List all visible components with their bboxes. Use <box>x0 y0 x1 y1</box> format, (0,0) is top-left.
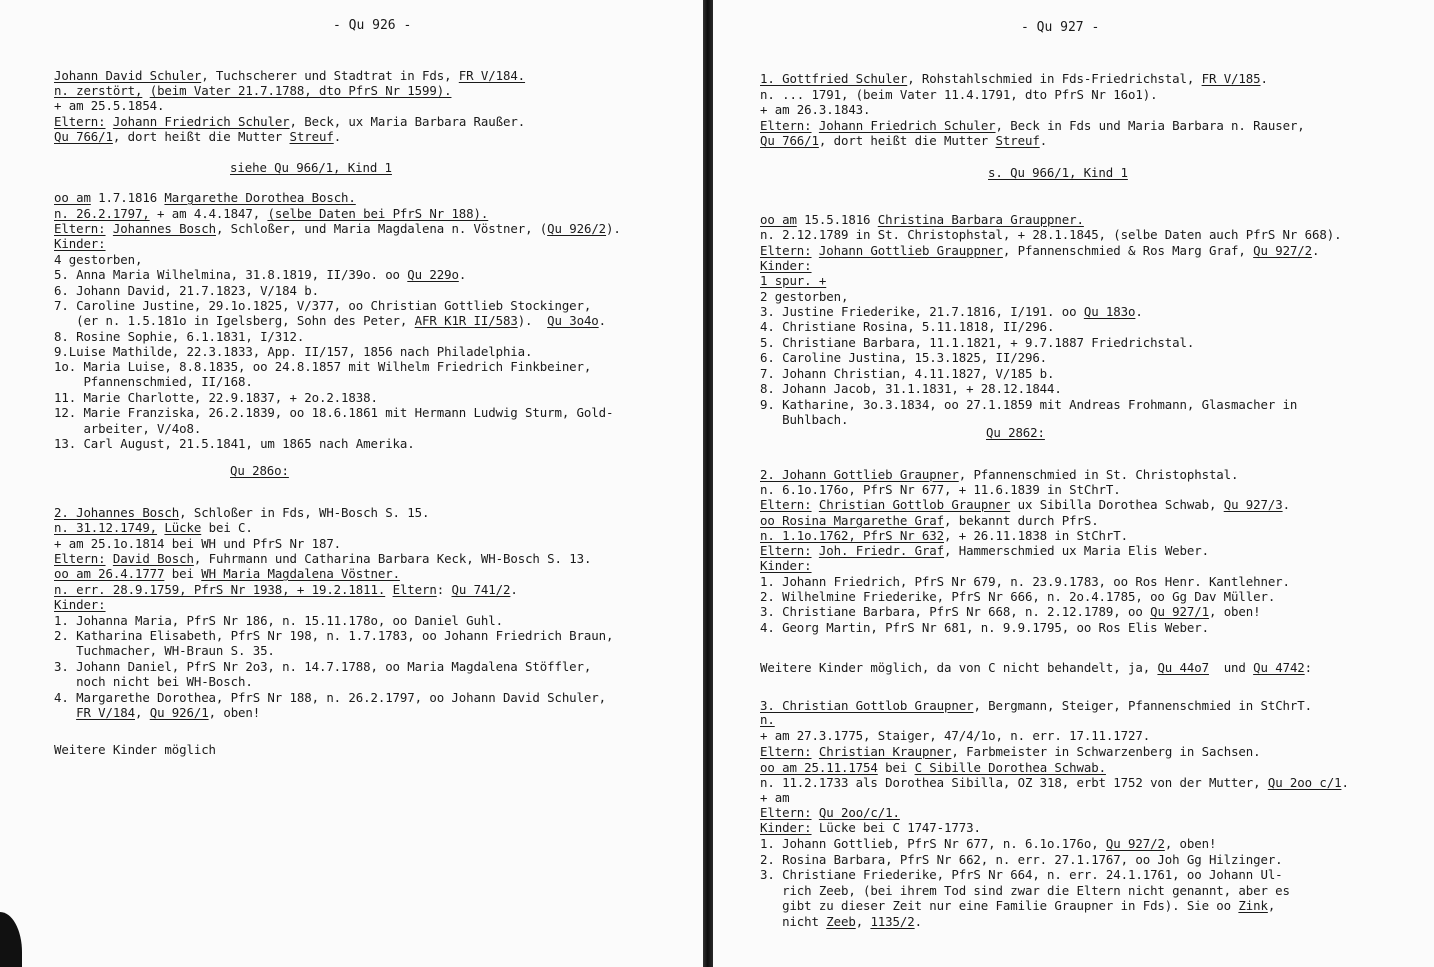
underlined-text: Eltern: <box>54 221 106 236</box>
text-segment: 6. Johann David, 21.7.1823, V/184 b. <box>54 283 319 298</box>
text-line <box>760 118 1305 133</box>
text-segment: , Fuhrmann und Catharina Barbara Keck, WH-Bosch S. 13. <box>193 551 592 566</box>
text-segment: 4. Christiane Rosina, 5.11.1818, II/296. <box>760 319 1055 334</box>
text-segment: 2 gestorben, <box>760 289 849 304</box>
text-segment: , <box>1267 898 1276 913</box>
underlined-text: FR V/184. <box>458 68 526 83</box>
text-line <box>760 366 1054 381</box>
text-line <box>54 267 466 282</box>
text-segment: . <box>914 914 922 929</box>
underlined-text: Eltern: <box>54 114 106 129</box>
text-segment: 3. Justine Friederike, 21.7.1816, I/191. oo <box>760 304 1084 319</box>
text-line <box>760 212 1084 227</box>
text-segment: ux Sibilla Dorothea Schwab, <box>1010 497 1224 512</box>
text-segment: , + 26.11.1838 in StChrT. <box>944 528 1128 543</box>
underlined-text: siehe Qu 966/1, Kind 1 <box>230 160 392 175</box>
text-segment: 1. Johanna Maria, PfrS Nr 186, n. 15.11.178o, oo Daniel Guhl. <box>54 613 503 628</box>
page-number-left: - Qu 926 - <box>333 18 412 33</box>
text-segment: , bekannt durch PfrS. <box>944 513 1099 528</box>
underlined-text: Streuf <box>995 133 1040 148</box>
text-line <box>760 528 1128 543</box>
text-line <box>760 513 1099 528</box>
text-line <box>760 87 1157 102</box>
text-line <box>760 497 1290 512</box>
text-segment: Pfannenschmied, II/168. <box>54 374 253 389</box>
text-line <box>54 83 451 98</box>
underlined-text: Kinder: <box>54 236 106 251</box>
underlined-text: oo Rosina Margarethe Graf <box>760 513 944 528</box>
text-line <box>760 760 1106 775</box>
text-segment: 5. Christiane Barbara, 11.1.1821, + 9.7.1887 Friedrichstal. <box>760 335 1195 350</box>
text-segment: 2. Katharina Elisabeth, PfrS Nr 198, n. 1.7.1783, oo Johann Friedrich Braun, <box>54 628 614 643</box>
underlined-text: Qu 2oo/c/1. <box>818 805 900 820</box>
text-line <box>54 221 621 236</box>
underlined-text: Eltern: <box>760 805 812 820</box>
text-line <box>760 258 812 273</box>
text-line <box>54 566 400 581</box>
underlined-text: AFR K1R II/583 <box>414 313 518 328</box>
text-segment: 9.Luise Mathilde, 22.3.1833, App. II/157, 1856 nach Philadelphia. <box>54 344 533 359</box>
underlined-text: 2. Johannes Bosch <box>54 505 180 520</box>
underlined-text: Qu 927/1 <box>1150 604 1209 619</box>
underlined-text: oo am 25.11.1754 <box>760 760 878 775</box>
text-line <box>54 582 518 597</box>
text-segment: , Farbmeister in Schwarzenberg in Sachsen. <box>951 744 1261 759</box>
text-line <box>54 374 253 389</box>
text-line <box>760 852 1283 867</box>
underlined-text: Eltern <box>392 582 437 597</box>
text-line <box>54 520 253 535</box>
left-page <box>0 0 703 967</box>
text-line <box>760 660 1312 675</box>
text-segment: 3. Christiane Barbara, PfrS Nr 668, n. 2.12.1789, oo <box>760 604 1151 619</box>
text-line <box>760 775 1349 790</box>
text-segment: nicht <box>760 914 827 929</box>
text-segment: + am 25.5.1854. <box>54 98 165 113</box>
text-segment: , Hammerschmied ux Maria Elis Weber. <box>944 543 1209 558</box>
text-segment: . <box>1282 497 1290 512</box>
text-line <box>54 236 106 251</box>
underlined-text: (selbe Daten bei PfrS Nr 188). <box>267 206 489 221</box>
text-segment <box>812 744 819 759</box>
text-segment: , Beck, ux Maria Barbara Raußer. <box>289 114 526 129</box>
underlined-text: n. 26.2.1797, <box>54 206 150 221</box>
text-segment: + am 26.3.1843. <box>760 102 871 117</box>
text-line <box>760 319 1054 334</box>
text-segment: 2. Rosina Barbara, PfrS Nr 662, n. err. 27.1.1767, oo Joh Gg Hilzinger. <box>760 852 1283 867</box>
text-segment: n. ... 1791, (beim Vater 11.4.1791, dto PfrS Nr 16o1). <box>760 87 1158 102</box>
underlined-text: Eltern: <box>760 543 812 558</box>
text-segment: Weitere Kinder möglich <box>54 742 216 757</box>
text-segment: 3. Johann Daniel, PfrS Nr 2o3, n. 14.7.1788, oo Maria Magdalena Stöffler, <box>54 659 592 674</box>
text-segment: n. 11.2.1733 als Dorothea Sibilla, OZ 318, erbt 1752 von der Mutter, <box>760 775 1268 790</box>
underlined-text: Kinder: <box>54 597 106 612</box>
underlined-text: FR V/184 <box>76 705 135 720</box>
underlined-text: Eltern: <box>760 243 812 258</box>
text-segment: 4. Georg Martin, PfrS Nr 681, n. 9.9.1795, oo Ros Elis Weber. <box>760 620 1209 635</box>
text-segment: , Pfannenschmied in St. Christophstal. <box>958 467 1239 482</box>
underlined-text: Qu 766/1 <box>760 133 819 148</box>
underlined-text: Johannes Bosch <box>112 221 216 236</box>
text-line <box>54 421 201 436</box>
underlined-text: Qu 44o7 <box>1157 660 1209 675</box>
text-segment: , oben! <box>208 705 261 720</box>
text-line <box>760 698 1312 713</box>
text-line <box>54 536 341 551</box>
text-segment: , Beck in Fds und Maria Barbara n. Rauser, <box>995 118 1305 133</box>
text-segment: , <box>855 914 871 929</box>
text-segment <box>812 543 819 558</box>
text-line <box>54 436 415 451</box>
text-segment: Weitere Kinder möglich, da von C nicht behandelt, ja, <box>760 660 1158 675</box>
underlined-text: 1 spur. + <box>760 273 827 288</box>
underlined-text: Qu 927/3 <box>1223 497 1283 512</box>
text-line <box>760 467 1238 482</box>
underlined-text: Qu 229o <box>407 267 459 282</box>
underlined-text: Johann Friedrich Schuler <box>818 118 996 133</box>
underlined-text: s. Qu 966/1, Kind 1 <box>988 165 1128 180</box>
underlined-text: Eltern: <box>54 551 106 566</box>
text-segment <box>54 705 76 720</box>
text-line <box>760 304 1143 319</box>
text-segment <box>106 551 113 566</box>
text-line <box>54 505 429 520</box>
underlined-text: Qu 927/2 <box>1105 836 1165 851</box>
text-segment: , oben! <box>1164 836 1217 851</box>
text-segment: . <box>1135 304 1143 319</box>
scan-shadow <box>0 912 22 967</box>
underlined-text: n. 31.12.1749, <box>54 520 158 535</box>
text-line <box>54 98 164 113</box>
text-line <box>760 790 789 805</box>
text-segment: + am 25.1o.1814 bei WH und PfrS Nr 187. <box>54 536 342 551</box>
text-segment: 4. Margarethe Dorothea, PfrS Nr 188, n. 26.2.1797, oo Johann David Schuler, <box>54 690 606 705</box>
text-line <box>760 589 1275 604</box>
text-line <box>760 604 1261 619</box>
text-segment: : <box>436 582 452 597</box>
right-page <box>713 0 1434 967</box>
underlined-text: Christian Gottlob Graupner <box>818 497 1011 512</box>
text-line <box>760 728 1150 743</box>
text-segment: . <box>1312 243 1320 258</box>
underlined-text: Qu 741/2 <box>451 582 511 597</box>
book-gutter <box>703 0 713 967</box>
underlined-text: 1135/2 <box>870 914 915 929</box>
text-line <box>760 102 870 117</box>
text-line <box>54 659 591 674</box>
text-line <box>54 114 525 129</box>
text-line <box>760 335 1194 350</box>
text-line <box>760 712 775 727</box>
text-segment: 11. Marie Charlotte, 22.9.1837, + 2o.2.1838. <box>54 390 378 405</box>
text-segment: 1o. Maria Luise, 8.8.1835, oo 24.8.1857 mit Wilhelm Friedrich Finkbeiner, <box>54 359 592 374</box>
text-segment: 15.5.1816 <box>796 212 878 227</box>
text-line <box>760 71 1268 86</box>
underlined-text: Qu 2862: <box>986 425 1045 440</box>
text-segment: . <box>598 313 607 328</box>
text-segment: bei <box>877 760 915 775</box>
text-line <box>54 329 304 344</box>
text-line <box>54 628 613 643</box>
text-segment: 8. Johann Jacob, 31.1.1831, + 28.12.1844. <box>760 381 1062 396</box>
text-line <box>54 690 606 705</box>
text-segment: , dort heißt die Mutter <box>818 133 996 148</box>
text-segment: rich Zeeb, (bei ihrem Tod sind zwar die Eltern nicht genannt, aber es <box>760 883 1290 898</box>
text-segment: (er n. 1.5.181o in Igelsberg, Sohn des Peter, <box>54 313 415 328</box>
text-line <box>54 405 613 420</box>
text-line <box>760 805 900 820</box>
text-line <box>54 129 341 144</box>
text-segment: + am <box>760 790 790 805</box>
text-line <box>54 283 319 298</box>
text-segment: , Tuchscherer und Stadtrat in Fds, <box>201 68 459 83</box>
text-segment: noch nicht bei WH-Bosch. <box>54 674 253 689</box>
text-line <box>760 243 1319 258</box>
text-segment: . <box>458 267 467 282</box>
text-line <box>760 867 1283 882</box>
text-segment: 6. Caroline Justina, 15.3.1825, II/296. <box>760 350 1048 365</box>
underlined-text: Eltern: <box>760 118 812 133</box>
text-segment: ). <box>606 221 621 236</box>
text-segment: 2. Wilhelmine Friederike, PfrS Nr 666, n. 2o.4.1785, oo Gg Dav Müller. <box>760 589 1276 604</box>
text-line <box>760 412 848 427</box>
underlined-text: n. zerstört, <box>54 83 143 98</box>
text-line <box>54 674 253 689</box>
text-line <box>54 313 606 328</box>
text-segment: . <box>333 129 342 144</box>
underlined-text: Qu 3o4o <box>547 313 599 328</box>
underlined-text: oo am <box>760 212 797 227</box>
text-segment <box>142 83 149 98</box>
text-line <box>760 482 1121 497</box>
underlined-text: Qu 926/2 <box>547 221 607 236</box>
text-line <box>760 350 1047 365</box>
text-line <box>760 273 826 288</box>
text-segment: 12. Marie Franziska, 26.2.1839, oo 18.6.1861 mit Hermann Ludwig Sturm, Gold- <box>54 405 614 420</box>
text-segment: Tuchmacher, WH-Braun S. 35. <box>54 643 275 658</box>
text-segment: 7. Johann Christian, 4.11.1827, V/185 b. <box>760 366 1055 381</box>
underlined-text: Zeeb <box>826 914 856 929</box>
underlined-text: Kinder: <box>760 558 812 573</box>
text-segment: . <box>1039 133 1048 148</box>
text-segment: : <box>1304 660 1313 675</box>
text-segment: 5. Anna Maria Wilhelmina, 31.8.1819, II/39o. oo <box>54 267 408 282</box>
text-segment: . <box>510 582 518 597</box>
text-line <box>760 820 981 835</box>
text-line <box>760 574 1290 589</box>
text-segment: 1. Johann Friedrich, PfrS Nr 679, n. 23.9.1783, oo Ros Henr. Kantlehner. <box>760 574 1290 589</box>
text-line <box>54 206 488 221</box>
underlined-text: Qu 927/2 <box>1253 243 1313 258</box>
text-segment: 1.7.1816 <box>90 190 165 205</box>
text-line <box>54 613 503 628</box>
text-line <box>760 227 1341 242</box>
text-segment: , Rohstahlschmied in Fds-Friedrichstal, <box>907 71 1202 86</box>
text-segment <box>385 582 392 597</box>
section-heading <box>986 425 1045 440</box>
underlined-text: Qu 926/1 <box>149 705 209 720</box>
text-segment <box>106 221 113 236</box>
text-line <box>760 289 848 304</box>
underlined-text: David Bosch <box>112 551 194 566</box>
text-line <box>54 344 532 359</box>
text-segment: 8. Rosine Sophie, 6.1.1831, I/312. <box>54 329 305 344</box>
text-segment: 9. Katharine, 3o.3.1834, oo 27.1.1859 mit Andreas Frohmann, Glasmacher in <box>760 397 1298 412</box>
text-line <box>54 252 142 267</box>
text-segment: , oben! <box>1208 604 1261 619</box>
text-segment: , dort heißt die Mutter <box>112 129 290 144</box>
underlined-text: Christian Kraupner <box>818 744 952 759</box>
text-line <box>760 397 1297 412</box>
text-segment <box>812 118 819 133</box>
underlined-text: FR V/185 <box>1201 71 1261 86</box>
underlined-text: Zink <box>1238 898 1268 913</box>
text-line <box>54 597 106 612</box>
text-line <box>760 620 1209 635</box>
text-segment: , Schloßer, und Maria Magdalena n. Vöstner, ( <box>215 221 548 236</box>
section-heading <box>230 160 392 175</box>
text-line <box>760 381 1062 396</box>
text-segment: n. 6.1o.176o, PfrS Nr 677, + 11.6.1839 in StChrT. <box>760 482 1121 497</box>
text-line <box>760 836 1216 851</box>
text-segment: , Bergmann, Steiger, Pfannenschmied in StChrT. <box>973 698 1312 713</box>
text-line <box>760 898 1275 913</box>
underlined-text: Johann Friedrich Schuler <box>112 114 290 129</box>
text-segment: 1. Johann Gottlieb, PfrS Nr 677, n. 6.1o.176o, <box>760 836 1106 851</box>
underlined-text: n. <box>760 712 775 727</box>
text-segment: Lücke bei C 1747-1773. <box>811 820 981 835</box>
text-segment: n. 2.12.1789 in St. Christophstal, + 28.1.1845, (selbe Daten auch PfrS Nr 668). <box>760 227 1342 242</box>
text-segment: ). <box>517 313 548 328</box>
text-line <box>54 551 591 566</box>
underlined-text: oo am 26.4.1777 <box>54 566 165 581</box>
underlined-text: 2. Johann Gottlieb Graupner <box>760 467 959 482</box>
text-line <box>54 68 525 83</box>
underlined-text: Christina Barbara Grauppner. <box>877 212 1084 227</box>
text-segment: arbeiter, V/4o8. <box>54 421 202 436</box>
section-heading <box>230 463 289 478</box>
text-segment: bei <box>164 566 202 581</box>
text-segment: gibt zu dieser Zeit nur eine Familie Graupner in Fds). Sie oo <box>760 898 1239 913</box>
text-line <box>760 914 922 929</box>
text-line <box>760 133 1047 148</box>
text-segment: , Pfannenschmied & Ros Marg Graf, <box>1002 243 1254 258</box>
underlined-text: 3. Christian Gottlob Graupner <box>760 698 974 713</box>
underlined-text: Eltern: <box>760 497 812 512</box>
text-line <box>54 390 378 405</box>
text-line <box>760 543 1209 558</box>
text-line <box>760 558 812 573</box>
underlined-text: Joh. Friedr. Graf <box>818 543 945 558</box>
text-line <box>54 190 356 205</box>
underlined-text: oo am <box>54 190 91 205</box>
text-segment: . <box>1260 71 1268 86</box>
underlined-text: 1. Gottfried Schuler <box>760 71 908 86</box>
text-line <box>760 744 1261 759</box>
section-heading <box>988 165 1128 180</box>
text-segment <box>812 497 819 512</box>
text-line <box>54 705 260 720</box>
text-segment: , <box>134 705 150 720</box>
underlined-text: n. 1.1o.1762, PfrS Nr 632 <box>760 528 944 543</box>
text-segment: 13. Carl August, 21.5.1841, um 1865 nach Amerika. <box>54 436 415 451</box>
text-line <box>760 883 1290 898</box>
underlined-text: Johann David Schuler <box>54 68 202 83</box>
text-line <box>54 643 275 658</box>
text-line <box>54 742 216 757</box>
underlined-text: Kinder: <box>760 820 812 835</box>
underlined-text: WH Maria Magdalena Vöstner. <box>201 566 400 581</box>
underlined-text: n. err. 28.9.1759, PfrS Nr 1938, + 19.2.1811. <box>54 582 386 597</box>
text-segment: und <box>1208 660 1254 675</box>
underlined-text: Eltern: <box>760 744 812 759</box>
underlined-text: (beim Vater 21.7.1788, dto PfrS Nr 1599). <box>149 83 452 98</box>
underlined-text: Kinder: <box>760 258 812 273</box>
underlined-text: Margarethe Dorothea Bosch. <box>164 190 356 205</box>
underlined-text: Lücke <box>164 520 202 535</box>
text-segment: + am 27.3.1775, Staiger, 47/4/1o, n. err. 17.11.1727. <box>760 728 1151 743</box>
underlined-text: Qu 4742 <box>1253 660 1305 675</box>
text-segment: Buhlbach. <box>760 412 849 427</box>
underlined-text: Qu 286o: <box>230 463 289 478</box>
text-line <box>54 359 591 374</box>
underlined-text: Streuf <box>289 129 334 144</box>
text-segment: + am 4.4.1847, <box>149 206 268 221</box>
text-segment: 3. Christiane Friederike, PfrS Nr 664, n. err. 24.1.1761, oo Johann Ul- <box>760 867 1283 882</box>
text-segment <box>812 243 819 258</box>
text-segment: bei C. <box>201 520 253 535</box>
text-line <box>54 298 591 313</box>
text-segment <box>812 805 819 820</box>
text-segment: . <box>1341 775 1349 790</box>
page-number-right: - Qu 927 - <box>1021 20 1100 35</box>
underlined-text: C Sibille Dorothea Schwab. <box>914 760 1106 775</box>
text-segment: , Schloßer in Fds, WH-Bosch S. 15. <box>179 505 430 520</box>
text-segment <box>106 114 113 129</box>
underlined-text: Qu 766/1 <box>54 129 113 144</box>
underlined-text: Qu 183o <box>1083 304 1136 319</box>
text-segment: 4 gestorben, <box>54 252 143 267</box>
underlined-text: Qu 2oo c/1 <box>1267 775 1342 790</box>
text-segment: 7. Caroline Justine, 29.1o.1825, V/377, oo Christian Gottlieb Stockinger, <box>54 298 592 313</box>
underlined-text: Johann Gottlieb Grauppner <box>818 243 1003 258</box>
